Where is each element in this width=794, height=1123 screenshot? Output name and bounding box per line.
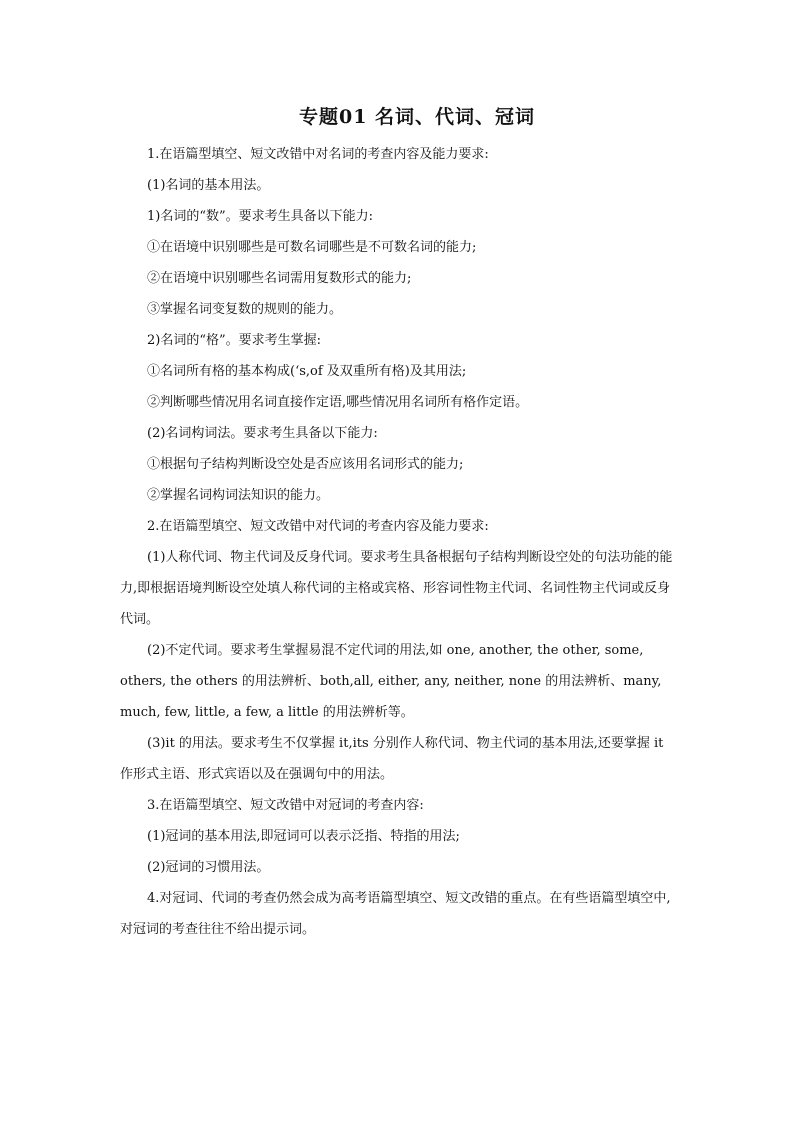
paragraph: ①在语境中识别哪些是可数名词哪些是不可数名词的能力;	[147, 240, 477, 255]
paragraph: (1)名词的基本用法。	[147, 178, 270, 193]
paragraph: ②掌握名词构词法知识的能力。	[147, 488, 330, 503]
paragraph: ①名词所有格的基本构成(‘s,of 及双重所有格)及其用法;	[147, 364, 467, 379]
paragraph: (2)名词构词法。要求考生具备以下能力:	[147, 426, 378, 441]
paragraph: 3.在语篇型填空、短文改错中对冠词的考查内容:	[147, 798, 424, 813]
paragraph: ②在语境中识别哪些名词需用复数形式的能力;	[147, 271, 412, 286]
paragraph: (1)人称代词、物主代词及反身代词。要求考生具备根据句子结构判断设空处的句法功能的能力,即根据语境判断设空处填人称代词的主格或宾格、形容词性物主代词、名词性物主代词或反身代词。	[120, 550, 673, 627]
paragraph: (3)it 的用法。要求考生不仅掌握 it,its 分别作人称代词、物主代词的基本用法,还要掌握 it 作形式主语、形式宾语以及在强调句中的用法。	[120, 736, 664, 782]
document-body	[120, 139, 676, 945]
paragraph: (2)冠词的习惯用法。	[147, 860, 270, 875]
paragraph: 4.对冠词、代词的考查仍然会成为高考语篇型填空、短文改错的重点。在有些语篇型填空中,对冠词的考查往往不给出提示词。	[120, 891, 671, 937]
paragraph: (2)不定代词。要求考生掌握易混不定代词的用法,如 one, another, the other, some, others, the others 的用法辨析、both,all, either, any, neither, none 的用法辨析、many, much, few, little, a few, a little 的用法辨析等。	[120, 643, 662, 720]
page-title: 专题01 名词、代词、冠词	[298, 106, 536, 128]
paragraph: 1.在语篇型填空、短文改错中对名词的考查内容及能力要求:	[147, 147, 489, 162]
paragraph: (1)冠词的基本用法,即冠词可以表示泛指、特指的用法;	[147, 829, 460, 844]
paragraph: ②判断哪些情况用名词直接作定语,哪些情况用名词所有格作定语。	[147, 395, 529, 410]
paragraph: 2.在语篇型填空、短文改错中对代词的考查内容及能力要求:	[147, 519, 489, 534]
paragraph: ③掌握名词变复数的规则的能力。	[147, 302, 343, 317]
paragraph: 2)名词的“格”。要求考生掌握:	[147, 333, 322, 348]
paragraph: 1)名词的“数”。要求考生具备以下能力:	[147, 209, 374, 224]
paragraph: ①根据句子结构判断设空处是否应该用名词形式的能力;	[147, 457, 464, 472]
